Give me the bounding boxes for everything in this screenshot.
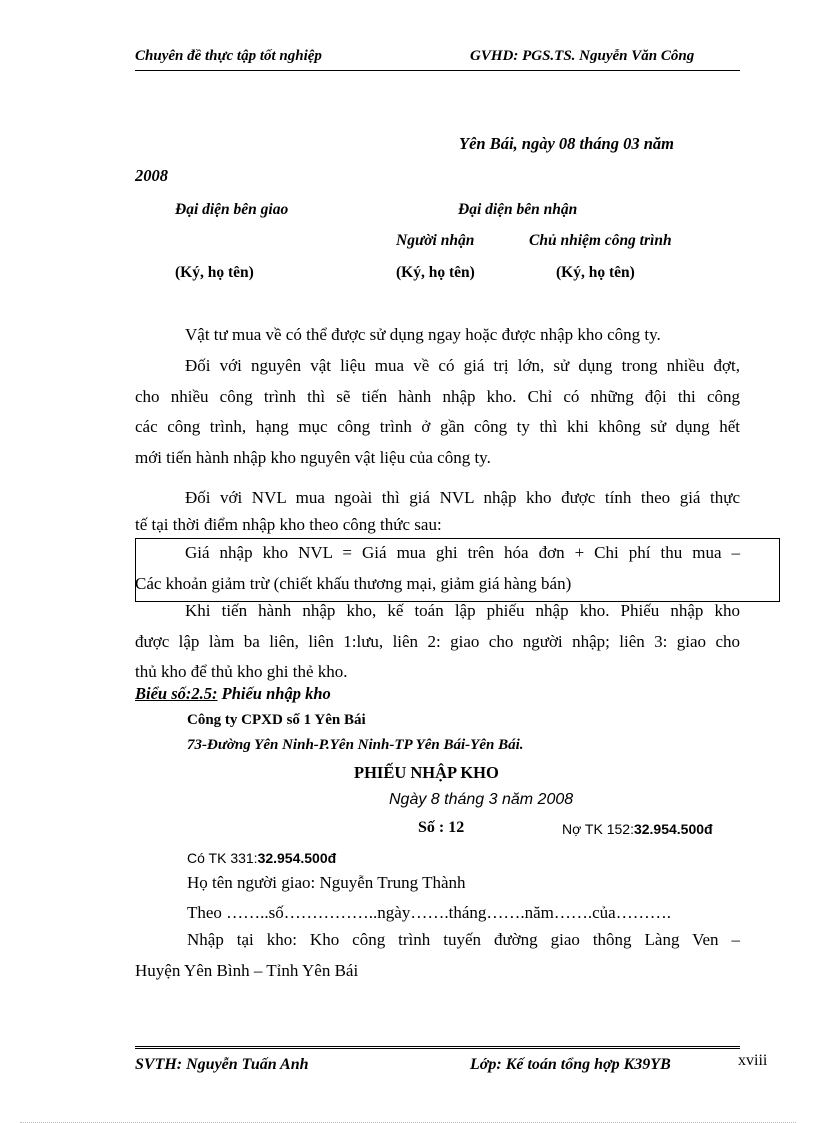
recipient-label: Người nhận bbox=[396, 232, 475, 249]
warehouse-line-1: Nhập tại kho: Kho công trình tuyến đường giao thông Làng Ven – bbox=[187, 930, 740, 949]
paragraph-4 bbox=[135, 596, 740, 688]
paragraph-3 bbox=[135, 483, 740, 536]
company-address: 73-Đường Yên Ninh-P.Yên Ninh-TP Yên Bái-Yên Bái. bbox=[187, 737, 524, 753]
credit-account bbox=[187, 850, 336, 866]
paragraph-4-line-1: Khi tiến hành nhập kho, kế toán lập phiếu nhập kho. Phiếu nhập kho bbox=[185, 601, 740, 620]
paragraph-2 bbox=[135, 351, 740, 473]
debit-value: 32.954.500đ bbox=[633, 821, 713, 837]
form-caption bbox=[135, 684, 331, 704]
page-number: xviii bbox=[738, 1052, 768, 1069]
deliverer-name: Họ tên người giao: Nguyễn Trung Thành bbox=[187, 873, 466, 892]
paragraph-4-line-3: thủ kho để thủ kho ghi thẻ kho. bbox=[135, 662, 348, 681]
warehouse-line-2: Huyện Yên Bình – Tỉnh Yên Bái bbox=[135, 960, 359, 980]
paragraph-2-line-3: các công trình, hạng mục công trình ở gần công ty thì khi không sử dụng hết bbox=[135, 417, 740, 436]
footer-class: Lớp: Kế toán tổng hợp K39YB bbox=[470, 1056, 671, 1073]
date-year: 2008 bbox=[135, 166, 168, 185]
debit-label: Nợ TK 152: bbox=[562, 821, 634, 837]
receiver-representative: Đại diện bên nhận bbox=[458, 201, 578, 218]
footer-student: SVTH: Nguyễn Tuấn Anh bbox=[135, 1056, 309, 1073]
footer-rule bbox=[135, 1046, 740, 1049]
warehouse bbox=[135, 925, 740, 986]
sign-giver: (Ký, họ tên) bbox=[175, 264, 254, 281]
header-rule bbox=[135, 70, 740, 71]
form-caption-label: Biểu số:2.5: bbox=[135, 684, 218, 703]
form-caption-title: Phiếu nhập kho bbox=[217, 684, 331, 703]
paragraph-3-line-1: Đối với NVL mua ngoài thì giá NVL nhập kho được tính theo giá thực bbox=[185, 488, 740, 507]
receipt-date: Ngày 8 tháng 3 năm 2008 bbox=[389, 791, 574, 808]
receipt-title: PHIẾU NHẬP KHO bbox=[354, 763, 499, 782]
paragraph-3-line-2: tế tại thời điểm nhập kho theo công thức sau: bbox=[135, 514, 442, 534]
paragraph-2-line-1: Đối với nguyên vật liệu mua về có giá trị lớn, sử dụng trong nhiều đợt, bbox=[185, 356, 740, 375]
receipt-number: Số : 12 bbox=[418, 819, 465, 836]
debit-account bbox=[562, 821, 713, 837]
formula-line-2: Các khoản giảm trừ (chiết khấu thương mại, giảm giá hàng bán) bbox=[135, 573, 572, 593]
paragraph-2-line-4: mới tiến hành nhập kho nguyên vật liệu của công ty. bbox=[135, 447, 491, 467]
header-right: GVHD: PGS.TS. Nguyễn Văn Công bbox=[470, 48, 695, 64]
formula-line-1: Giá nhập kho NVL = Giá mua ghi trên hóa đơn + Chi phí thu mua – bbox=[185, 543, 740, 562]
sign-site-manager: (Ký, họ tên) bbox=[556, 264, 635, 281]
date-line: Yên Bái, ngày 08 tháng 03 năm bbox=[459, 134, 674, 153]
credit-value: 32.954.500đ bbox=[257, 850, 337, 866]
header-left: Chuyên đề thực tập tốt nghiệp bbox=[135, 48, 322, 64]
formula bbox=[135, 538, 740, 599]
credit-label: Có TK 331: bbox=[187, 850, 258, 866]
sign-recipient: (Ký, họ tên) bbox=[396, 264, 475, 281]
company-name: Công ty CPXD số 1 Yên Bái bbox=[187, 712, 366, 728]
giver-representative: Đại diện bên giao bbox=[175, 201, 289, 218]
according-to: Theo ……..số……………..ngày…….tháng…….năm…….của………. bbox=[187, 903, 671, 922]
paragraph-2-line-2: cho nhiều công trình thì sẽ tiến hành nhập kho. Chỉ có những đội thi công bbox=[135, 386, 740, 406]
paragraph-1: Vật tư mua về có thể được sử dụng ngay hoặc được nhập kho công ty. bbox=[185, 325, 661, 344]
site-manager-label: Chủ nhiệm công trình bbox=[529, 232, 672, 249]
paragraph-4-line-2: được lập làm ba liên, liên 1:lưu, liên 2: giao cho người nhập; liên 3: giao cho bbox=[135, 631, 740, 651]
